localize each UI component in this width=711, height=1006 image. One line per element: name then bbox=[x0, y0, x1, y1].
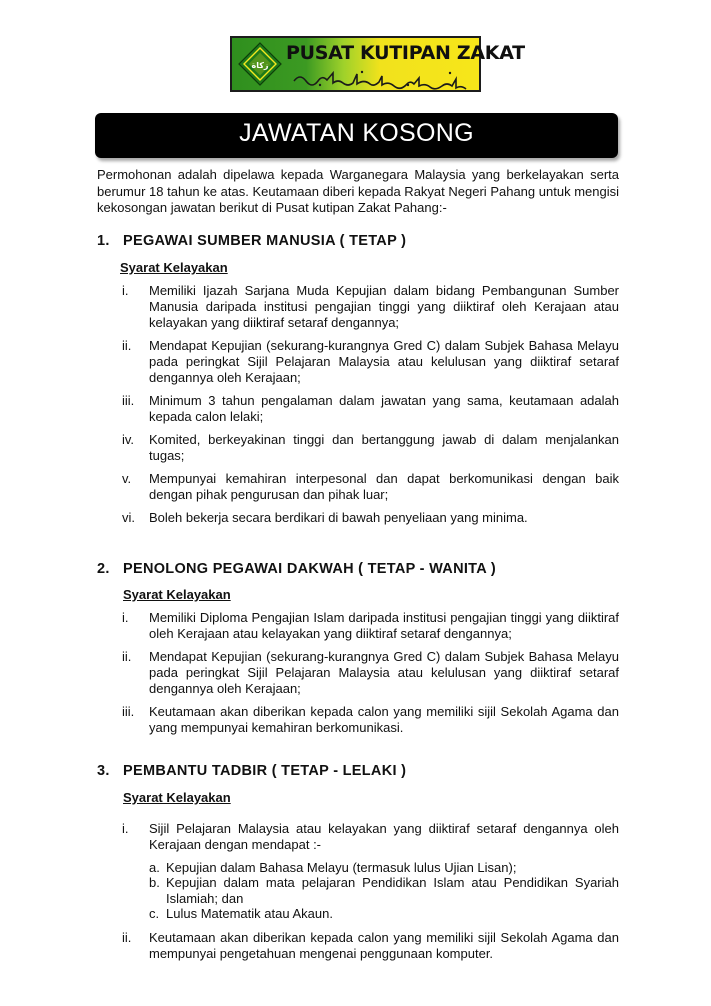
sub-item-text: Lulus Matematik atau Akaun. bbox=[166, 906, 333, 921]
item-number: v. bbox=[122, 471, 132, 486]
list-item bbox=[122, 649, 619, 697]
list-item bbox=[122, 471, 619, 503]
section-title: PEGAWAI SUMBER MANUSIA ( TETAP ) bbox=[123, 233, 407, 249]
item-text: Memiliki Diploma Pengajian Islam daripada institusi pengajian tinggi yang diiktiraf oleh Kerajaan atau kelayakan yang diiktiraf setaraf dengannya; bbox=[149, 610, 619, 641]
requirements-label: Syarat Kelayakan bbox=[120, 260, 228, 275]
section-heading-2 bbox=[97, 561, 496, 577]
sub-item-text: Kepujian dalam mata pelajaran Pendidikan Islam atau Pendidikan Syariah Islamiah; dan bbox=[166, 875, 619, 906]
sub-item-text: Kepujian dalam Bahasa Melayu (termasuk lulus Ujian Lisan); bbox=[166, 860, 517, 875]
item-text: Mendapat Kepujian (sekurang-kurangnya Gred C) dalam Subjek Bahasa Melayu pada peringkat Sijil Pelajaran Malaysia atau kelulusan yang diiktiraf setaraf dengannya oleh Kerajaan; bbox=[149, 338, 619, 385]
section-heading-3 bbox=[97, 763, 406, 779]
item-number: i. bbox=[122, 821, 129, 836]
sub-item-letter: c. bbox=[149, 906, 160, 921]
intro-paragraph: Permohonan adalah dipelawa kepada Warganegara Malaysia yang berkelayakan serta berumur 18 tahun ke atas. Keutamaan diberi kepada Rakyat Negeri Pahang untuk mengisi kekosongan jawatan berikut di Pusat kutipan Zakat Pahang:- bbox=[97, 167, 619, 215]
sub-item-letter: b. bbox=[149, 875, 160, 890]
section-heading-1 bbox=[97, 233, 406, 249]
item-text: Sijil Pelajaran Malaysia atau kelayakan yang diiktiraf setaraf dengannya oleh Kerajaan dengan mendapat :- bbox=[149, 821, 619, 852]
jawi-script-decoration bbox=[290, 68, 476, 88]
sub-item-letter: a. bbox=[149, 860, 160, 875]
item-number: i. bbox=[122, 610, 129, 625]
zakat-emblem-icon bbox=[238, 42, 282, 86]
logo-title: PUSAT KUTIPAN ZAKAT bbox=[286, 42, 525, 64]
item-number: ii. bbox=[122, 930, 132, 945]
list-item bbox=[122, 283, 619, 331]
item-text: Memiliki Ijazah Sarjana Muda Kepujian dalam bidang Pembangunan Sumber Manusia daripada institusi pengajian tinggi yang diiktiraf oleh Kerajaan atau kelayakan yang diiktiraf setaraf dengannya; bbox=[149, 283, 619, 330]
zakat-logo bbox=[230, 36, 525, 92]
item-number: vi. bbox=[122, 510, 135, 525]
item-text: Komited, berkeyakinan tinggi dan bertanggung jawab di dalam menjalankan tugas; bbox=[149, 432, 619, 463]
sub-list-item bbox=[149, 860, 619, 876]
list-item bbox=[122, 821, 619, 853]
list-item bbox=[122, 930, 619, 962]
item-text: Mempunyai kemahiran interpesonal dan dapat berkomunikasi dengan baik dengan pihak pengurusan dan pihak luar; bbox=[149, 471, 619, 502]
section-title: PEMBANTU TADBIR ( TETAP - LELAKI ) bbox=[123, 763, 407, 779]
sub-list-item bbox=[149, 875, 619, 906]
section-number: 3. bbox=[97, 763, 110, 779]
item-text: Mendapat Kepujian (sekurang-kurangnya Gred C) dalam Subjek Bahasa Melayu pada peringkat Sijil Pelajaran Malaysia atau kelulusan yang diiktiraf setaraf dengannya oleh Kerajaan; bbox=[149, 649, 619, 696]
sub-list-item bbox=[149, 906, 619, 922]
section-number: 2. bbox=[97, 561, 110, 577]
requirements-label: Syarat Kelayakan bbox=[123, 790, 231, 805]
section-number: 1. bbox=[97, 233, 110, 249]
item-text: Minimum 3 tahun pengalaman dalam jawatan yang sama, keutamaan adalah kepada calon lelaki; bbox=[149, 393, 619, 424]
item-number: iii. bbox=[122, 704, 135, 719]
item-number: iii. bbox=[122, 393, 135, 408]
list-item bbox=[122, 393, 619, 425]
item-text: Boleh bekerja secara berdikari di bawah penyeliaan yang minima. bbox=[149, 510, 528, 525]
requirements-label: Syarat Kelayakan bbox=[123, 587, 231, 602]
section-title: PENOLONG PEGAWAI DAKWAH ( TETAP - WANITA ) bbox=[123, 561, 496, 577]
item-number: i. bbox=[122, 283, 129, 298]
item-number: ii. bbox=[122, 338, 132, 353]
page-title-banner: JAWATAN KOSONG bbox=[95, 113, 618, 158]
item-number: iv. bbox=[122, 432, 135, 447]
list-item bbox=[122, 432, 619, 464]
list-item bbox=[122, 704, 619, 736]
list-item bbox=[122, 610, 619, 642]
list-item bbox=[122, 510, 619, 526]
item-number: ii. bbox=[122, 649, 132, 664]
item-text: Keutamaan akan diberikan kepada calon yang memiliki sijil Sekolah Agama dan yang mempunyai kemahiran berkomunikasi. bbox=[149, 704, 619, 735]
item-text: Keutamaan akan diberikan kepada calon yang memiliki sijil Sekolah Agama dan mempunyai pengetahuan mengenai penggunaan komputer. bbox=[149, 930, 619, 961]
svg-text:زكاة: زكاة bbox=[251, 61, 269, 70]
list-item bbox=[122, 338, 619, 386]
